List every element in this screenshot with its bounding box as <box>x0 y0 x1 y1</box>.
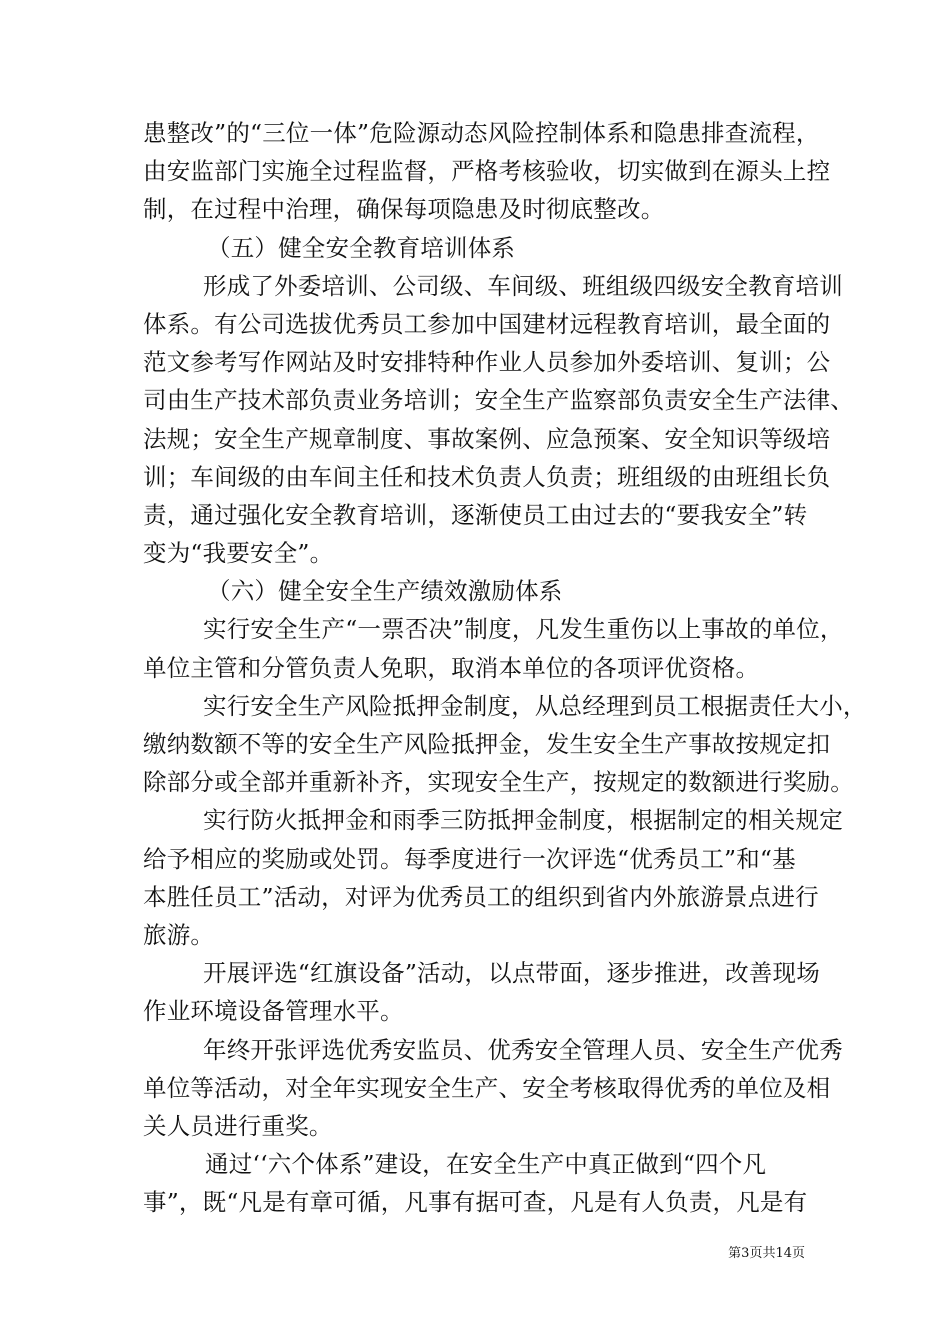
page-number-footer: 第3页共14页 <box>728 1246 805 1261</box>
text-line: 作业环境设备管理水平。 <box>143 997 404 1026</box>
text-line: 通过‘‘六个体系”建设，在安全生产中真正做到“四个凡 <box>205 1150 767 1179</box>
text-line: 旅游。 <box>143 920 215 949</box>
text-line: 实行安全生产风险抵押金制度，从总经理到员工根据责任大小， <box>203 691 867 720</box>
text-line: 范文参考写作网站及时安排特种作业人员参加外委培训、复训；公 <box>143 348 831 377</box>
text-line: 责，通过强化安全教育培训，逐渐使员工由过去的“要我安全”转 <box>143 500 808 529</box>
text-line: 除部分或全部并重新补齐，实现安全生产，按规定的数额进行奖励。 <box>143 768 854 797</box>
text-line: 由安监部门实施全过程监督，严格考核验收，切实做到在源头上控 <box>143 157 831 186</box>
text-line: 开展评选“红旗设备”活动，以点带面，逐步推进，改善现场 <box>203 959 820 988</box>
text-line: 关人员进行重奖。 <box>143 1111 333 1140</box>
text-line: 年终开张评选优秀安监员、优秀安全管理人员、安全生产优秀 <box>203 1035 843 1064</box>
section-heading: （六）健全安全生产绩效激励体系 <box>207 577 563 606</box>
text-line: 单位主管和分管负责人免职，取消本单位的各项评优资格。 <box>143 653 760 682</box>
text-line: 实行防火抵押金和雨季三防抵押金制度，根据制定的相关规定 <box>203 806 843 835</box>
text-line: 本胜任员工”活动，对评为优秀员工的组织到省内外旅游景点进行 <box>143 882 819 911</box>
text-line: 单位等活动，对全年实现安全生产、安全考核取得优秀的单位及相 <box>143 1073 831 1102</box>
text-line: 形成了外委培训、公司级、车间级、班组级四级安全教育培训 <box>203 271 843 300</box>
text-line: 缴纳数额不等的安全生产风险抵押金，发生安全生产事故按规定扣 <box>143 730 831 758</box>
text-line: 事”，既“凡是有章可循，凡事有据可查，凡是有人负责，凡是有 <box>143 1188 808 1217</box>
text-line: 司由生产技术部负责业务培训；安全生产监察部负责安全生产法律、 <box>143 386 854 415</box>
text-line: 法规；安全生产规章制度、事故案例、应急预案、安全知识等级培 <box>143 424 831 453</box>
text-line: 体系。有公司选拔优秀员工参加中国建材远程教育培训，最全面的 <box>143 309 831 338</box>
section-heading: （五）健全安全教育培训体系 <box>207 233 516 262</box>
text-line: 训；车间级的由车间主任和技术负责人负责；班组级的由班组长负 <box>143 462 831 491</box>
text-line: 实行安全生产“一票否决”制度，凡发生重伤以上事故的单位， <box>203 615 844 644</box>
document-body <box>143 114 867 1221</box>
text-line: 患整改”的“三位一体”危险源动态风险控制体系和隐患排查流程， <box>143 119 820 147</box>
text-line: 变为“我要安全”。 <box>143 539 334 568</box>
text-line: 给予相应的奖励或处罚。每季度进行一次评选“优秀员工”和“基 <box>143 844 796 873</box>
text-line: 制，在过程中治理，确保每项隐患及时彻底整改。 <box>143 195 665 224</box>
